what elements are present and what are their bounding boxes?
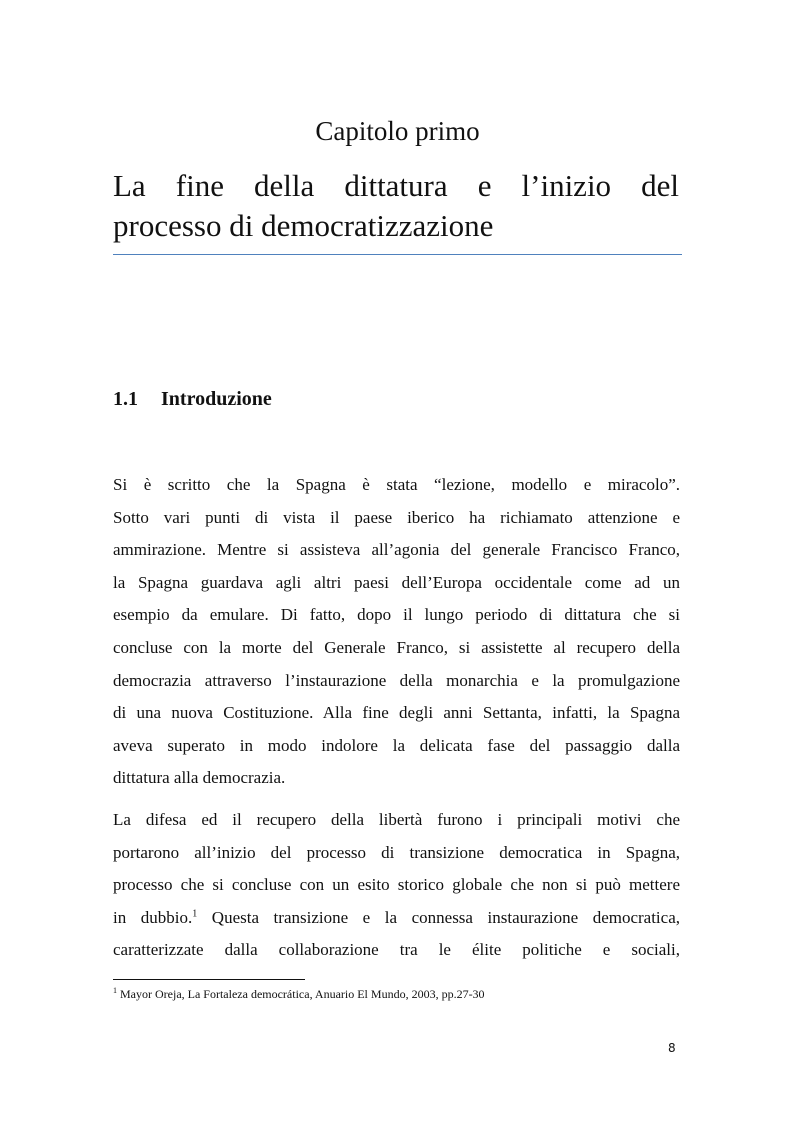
paragraph-line: concluse con la morte del Generale Franco, si assistette al recupero della: [113, 637, 680, 657]
paragraph-line: portarono all’inizio del processo di transizione democratica in Spagna,: [113, 842, 680, 862]
paragraph-line: caratterizzate dalla collaborazione tra le élite politiche e sociali,: [113, 940, 680, 960]
paragraph-line: ammirazione. Mentre si assisteva all’agonia del generale Francisco Franco,: [113, 540, 680, 560]
chapter-title: [113, 166, 679, 246]
paragraph-line: Sotto vari punti di vista il paese iberico ha richiamato attenzione e: [113, 507, 680, 527]
section-number: 1.1: [113, 388, 138, 410]
paragraph-text: in dubbio.: [113, 907, 193, 927]
footnote-marker: 1: [113, 986, 117, 995]
paragraph-line: Si è scritto che la Spagna è stata “lezione, modello e miracolo”.: [113, 475, 680, 494]
paragraph-line: la Spagna guardava agli altri paesi dell’Europa occidentale come ad un: [113, 572, 680, 592]
paragraph-line: esempio da emulare. Di fatto, dopo il lungo periodo di dittatura che si: [113, 605, 680, 625]
footnote-reference[interactable]: 1: [192, 908, 198, 920]
section-title: Introduzione: [161, 388, 272, 410]
chapter-title-line-1: La fine della dittatura e l’inizio del: [113, 168, 679, 203]
paragraph-line: di una nuova Costituzione. Alla fine degli anni Settanta, infatti, la Spagna: [113, 703, 680, 723]
title-underline-rule: [113, 254, 682, 255]
paragraph-line: La difesa ed il recupero della libertà furono i principali motivi che: [113, 810, 680, 829]
paragraph-line: dittatura alla democrazia.: [113, 768, 286, 788]
paragraph-line: democrazia attraverso l’instaurazione della monarchia e la promulgazione: [113, 670, 680, 690]
chapter-title-line-2: processo di democratizzazione: [113, 208, 494, 243]
section-heading: [113, 386, 272, 412]
paragraph-text: Questa transizione e la connessa instaurazione democratica,: [197, 907, 680, 927]
paragraph-line: aveva superato in modo indolore la delicata fase del passaggio dalla: [113, 735, 680, 755]
page-number: 8: [668, 1041, 676, 1055]
paragraph-1: [113, 469, 680, 795]
footnote-text: Mayor Oreja, La Fortaleza democrática, Anuario El Mundo, 2003, pp.27-30: [117, 987, 485, 1001]
footnote: [113, 986, 485, 1002]
paragraph-2: [113, 804, 680, 967]
paragraph-line: processo che si concluse con un esito storico globale che non si può mettere: [113, 875, 680, 895]
paragraph-line: [113, 902, 680, 935]
footnote-separator: [113, 979, 305, 980]
chapter-label: Capitolo primo: [315, 116, 480, 146]
